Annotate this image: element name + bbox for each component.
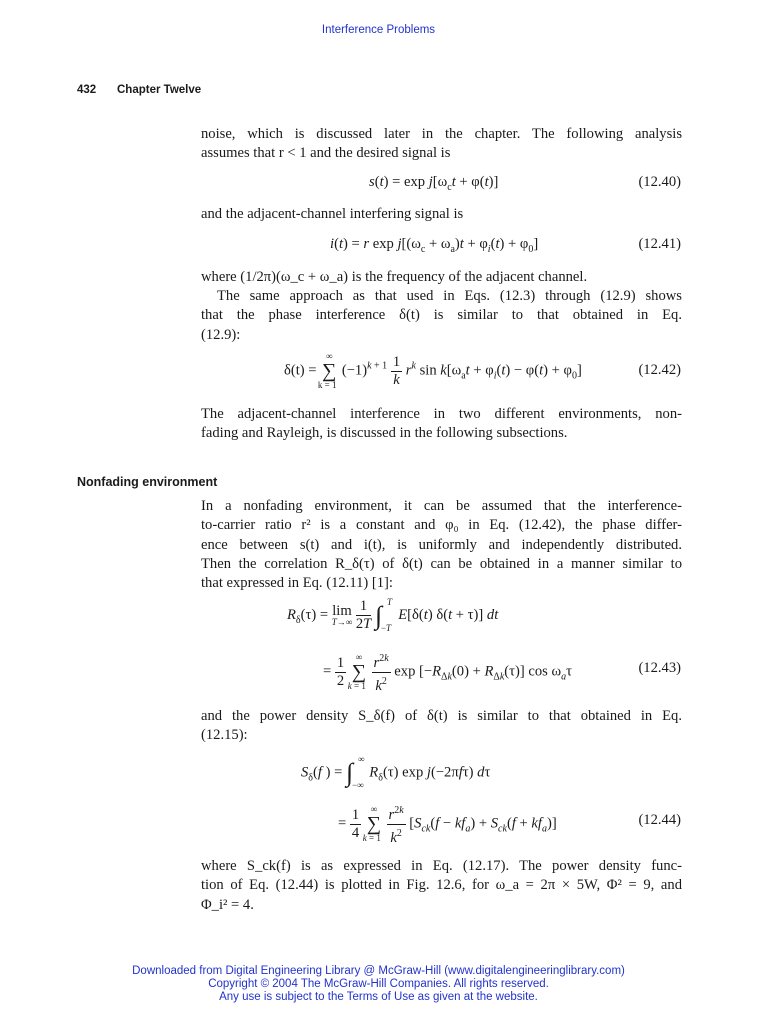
paragraph-line: ence between s(t) and i(t), is uniformly and independently distributed. (201, 536, 682, 553)
paragraph-4 (201, 287, 682, 345)
paragraph-1 (201, 125, 682, 164)
paragraph-line: assumes that r < 1 and the desired signal is (201, 145, 451, 162)
footer-terms: Any use is subject to the Terms of Use as given at the website. (219, 991, 538, 1003)
paragraph-line: fading and Rayleigh, is discussed in the following subsections. (201, 425, 568, 442)
paragraph-6 (201, 497, 682, 593)
limit-operator: lim T→∞ (331, 603, 353, 627)
fraction: $\frac{1}{4}$ (351, 806, 360, 841)
integral-symbol: ∫ T −T (374, 596, 392, 633)
equation-number-12-44: (12.44) (638, 812, 681, 828)
equation-number-12-40: (12.40) (638, 174, 681, 190)
page-number: 432 (77, 84, 97, 96)
integral-symbol: ∫ ∞ −∞ (346, 754, 365, 790)
equation-12-43-line1: $R_\delta(\tau)$ = lim T→∞ $\frac{1}{2T}$ ∫ T −T E[δ(t) δ(t + τ)] dt (287, 596, 499, 633)
chapter-title: Chapter Twelve (117, 84, 202, 96)
paragraph-line: The same approach as that used in Eqs. (12.3) through (12.9) shows (217, 288, 682, 304)
paragraph-2 (201, 205, 682, 224)
paragraph-line: (12.9): (201, 326, 241, 343)
equation-12-44-line2: = $\frac{1}{4}$ ∞ ∑ k = 1 $\frac{r^{2k}}{k^2}$ $[S_{ck}(f - kf_a) + S_{ck}(f + kf_a)]$ (338, 802, 557, 847)
paragraph-line: that expressed in Eq. (12.11) [1]: (201, 575, 393, 592)
paragraph-line: and the adjacent-channel interfering signal is (201, 206, 464, 222)
paragraph-line: Φ_i² = 4. (201, 896, 254, 913)
paragraph-line: tion of Eq. (12.44) is plotted in Fig. 12.6, for ω_a = 2π × 5W, Φ² = 9, and (201, 877, 682, 894)
paragraph-line: and the power density S_δ(f) of δ(t) is similar to that obtained in Eq. (201, 708, 682, 724)
paragraph-line: where (1/2π)(ω_c + ω_a) is the frequency of the adjacent channel. (201, 269, 588, 285)
equation-12-40: $s(t) = \exp j[\omega_ct + \varphi(t)]$ (369, 174, 499, 193)
paragraph-line: Then the correlation R_δ(τ) of δ(t) can be obtained in a manner similar to (201, 555, 682, 572)
equation-12-41: i(t) = r $\exp j[(\omega_c + \omega_a)t + \varphi_i(t) + \varphi_0]$ (330, 236, 539, 255)
fraction: $\frac{1}{2T}$ (355, 598, 372, 632)
summation-symbol: ∞ ∑ k = 1 (317, 351, 337, 390)
paragraph-line: that the phase interference δ(t) is similar to that obtained in Eq. (201, 307, 682, 324)
equation-12-44-line1: $S_\delta(f$ ) = ∫ ∞ −∞ $R_\delta(\tau)$ exp j(−2πfτ) dτ (301, 754, 491, 790)
equation-12-43-line2: = $\frac{1}{2}$ ∞ ∑ k = 1 $\frac{r^{2k}}{k^2}$ $\exp [-R_{\Delta k}(0) + R_{\Delta k}(\tau)]$ $\cos \omega_a\tau$ (323, 650, 572, 695)
equation-number-12-43: (12.43) (638, 660, 681, 676)
paragraph-line: In a nonfading environment, it can be assumed that the interference- (201, 498, 682, 514)
equation-12-42: δ(t) = ∞ ∑ k = 1 $(-1)^{k + 1}$ $\frac{1}{k}$ $r^k$ $\sin k[\omega_at + \varphi_i(t) - \varphi(t) + \varphi_0]$ (284, 351, 582, 390)
footer-copyright: Copyright © 2004 The McGraw-Hill Companies. All rights reserved. (208, 978, 549, 990)
section-heading: Nonfading environment (77, 475, 218, 489)
paragraph-line: (12.15): (201, 727, 248, 744)
fraction: $\frac{r^{2k}}{k^2}$ (387, 802, 406, 847)
fraction: $\frac{1}{k}$ (392, 353, 401, 388)
footer-download-link[interactable]: Downloaded from Digital Engineering Library @ McGraw-Hill (www.digitalengineeringlibrary.com) (132, 965, 625, 977)
summation-symbol: ∞ ∑ k = 1 (347, 652, 366, 692)
paragraph-5 (201, 405, 682, 444)
equation-number-12-42: (12.42) (638, 362, 681, 378)
paragraph-line: where S_ck(f) is as expressed in Eq. (12.17). The power density func- (201, 858, 682, 874)
paragraph-3 (201, 268, 682, 287)
header-link[interactable]: Interference Problems (321, 24, 436, 36)
paragraph-line: The adjacent-channel interference in two different environments, non- (201, 406, 682, 422)
eq42-lhs: δ(t) = (284, 362, 317, 379)
summation-symbol: ∞ ∑ k = 1 (362, 804, 381, 844)
paragraph-8 (201, 857, 682, 915)
paragraph-line: noise, which is discussed later in the chapter. The following analysis (201, 126, 682, 142)
fraction: $\frac{r^{2k}}{k^2}$ (372, 650, 391, 695)
paragraph-7 (201, 707, 682, 746)
paragraph-line: to-carrier ratio r² is a constant and φ₀ in Eq. (12.42), the phase differ- (201, 517, 682, 534)
equation-number-12-41: (12.41) (638, 236, 681, 252)
fraction: $\frac{1}{2}$ (336, 654, 345, 689)
